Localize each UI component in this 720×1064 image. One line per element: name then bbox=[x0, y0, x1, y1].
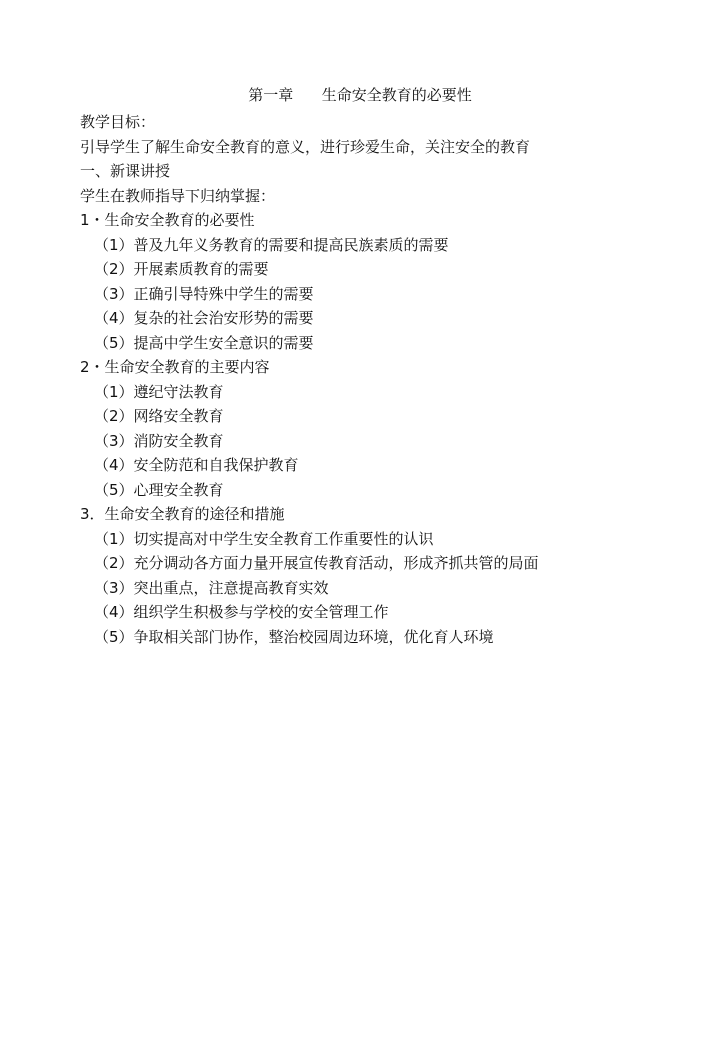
topic-item: （4）复杂的社会治安形势的需要 bbox=[94, 309, 314, 327]
topic-item: （2）开展素质教育的需要 bbox=[94, 260, 269, 278]
topic-section bbox=[80, 502, 700, 649]
instruction-text: 学生在教师指导下归纳掌握： bbox=[80, 186, 276, 205]
topic-item: （3）消防安全教育 bbox=[94, 431, 224, 450]
topic-item: （2）网络安全教育 bbox=[94, 407, 224, 425]
topic-item: （5）争取相关部门协作，整治校园周边环境，优化育人环境 bbox=[94, 627, 494, 646]
section-heading: 一、新课讲授 bbox=[80, 162, 171, 180]
topic-item: （3）正确引导特殊中学生的需要 bbox=[94, 284, 314, 303]
topic-item: （4）安全防范和自我保护教育 bbox=[94, 456, 299, 474]
topic-heading: 3．生命安全教育的途径和措施 bbox=[80, 505, 285, 523]
topic-item: （1）遵纪守法教育 bbox=[94, 382, 224, 401]
topic-heading: 2・生命安全教育的主要内容 bbox=[80, 358, 270, 376]
document-body bbox=[80, 110, 700, 649]
topic-item: （4）组织学生积极参与学校的安全管理工作 bbox=[94, 603, 389, 621]
topic-item: （5）提高中学生安全意识的需要 bbox=[94, 333, 314, 352]
topic-section bbox=[80, 355, 700, 502]
chapter-title: 第一章 生命安全教育的必要性 bbox=[248, 86, 472, 104]
topic-item: （3）突出重点，注意提高教育实效 bbox=[94, 578, 329, 597]
objective-text: 引导学生了解生命安全教育的意义，进行珍爱生命，关注安全的教育 bbox=[80, 137, 531, 156]
topic-item: （2）充分调动各方面力量开展宣传教育活动，形成齐抓共管的局面 bbox=[94, 554, 539, 572]
topic-item: （1）切实提高对中学生安全教育工作重要性的认识 bbox=[94, 529, 434, 548]
topic-item: （1）普及九年义务教育的需要和提高民族素质的需要 bbox=[94, 235, 449, 254]
topic-section bbox=[80, 208, 700, 355]
topic-item: （5）心理安全教育 bbox=[94, 480, 224, 499]
topic-heading: 1・生命安全教育的必要性 bbox=[80, 211, 255, 229]
objective-heading: 教学目标： bbox=[80, 113, 156, 131]
